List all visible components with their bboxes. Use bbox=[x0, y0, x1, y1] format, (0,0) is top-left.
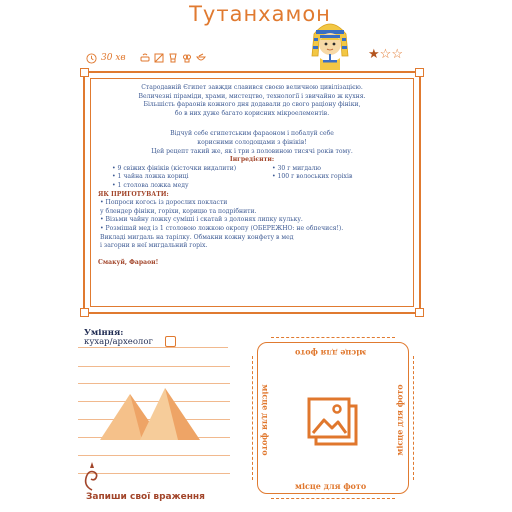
closing-line: Смакуй, Фараон! bbox=[98, 258, 159, 266]
writing-line[interactable] bbox=[78, 347, 228, 348]
invite-line: корисними солодощами з фініків! bbox=[197, 138, 307, 146]
invite-line: Відчуй себе єгипетським фараоном і побалуй себе bbox=[170, 130, 334, 138]
writing-line[interactable] bbox=[78, 383, 230, 384]
skills-checkbox[interactable] bbox=[165, 336, 176, 347]
step-line: • Попроси когось із дорослих покласти bbox=[100, 199, 228, 207]
cook-time: 30 хв bbox=[101, 53, 126, 63]
step-line: • Візьми чайну ложку суміші і скатай з долонях липку кульку. bbox=[100, 216, 303, 224]
steps-list bbox=[98, 199, 406, 251]
ingredients-title: Інгредієнти: bbox=[229, 156, 275, 164]
photo-label-right: місце для фото bbox=[394, 384, 405, 456]
bowl-icon bbox=[196, 53, 206, 63]
step-line: • Розмішай мед із 1 столовою ложкою окропу (ОБЕРЕЖНО: не обпечися!). bbox=[100, 224, 344, 232]
skills-label: Уміння: bbox=[84, 328, 124, 338]
star-filled-icon: ★ bbox=[368, 47, 380, 62]
step-line: Викладі мигдаль на тарілку. Обмакни кожну конфету в мед bbox=[100, 233, 294, 241]
no-oven-icon bbox=[154, 53, 164, 63]
photo-label-left: місце для фото bbox=[260, 384, 271, 456]
impressions-caption: Запиши свої враження bbox=[86, 492, 205, 502]
intro-line: Стародавній Єгипет завжди славився своєю величною цивілізацією. bbox=[141, 84, 363, 91]
steps-title: ЯК ПРИГОТУВАТИ: bbox=[98, 190, 169, 198]
clock-icon bbox=[86, 53, 97, 64]
intro-line: бо в них дуже багато корисних мікроелементів. bbox=[174, 109, 330, 117]
ingredient-item: • 1 столова ложка меду bbox=[112, 181, 189, 189]
mixer-icon bbox=[168, 53, 178, 63]
skills-value: кухар/археолог bbox=[84, 337, 153, 347]
pyramids-illustration bbox=[100, 386, 210, 442]
writing-line[interactable] bbox=[78, 366, 230, 367]
ingredient-item: • 30 г мигдалю bbox=[272, 164, 321, 172]
step-line: у блендер фініки, горіхи, корицю та подрібнити. bbox=[100, 207, 257, 215]
chef-icon bbox=[182, 53, 192, 63]
photo-gallery-icon bbox=[306, 396, 360, 450]
photo-label-top: місце для фото bbox=[295, 348, 367, 358]
recipe-meta bbox=[86, 50, 206, 66]
page-title: Тутанхамон bbox=[189, 2, 331, 26]
star-empty-icon: ☆ bbox=[391, 47, 403, 62]
intro-line: Величезні піраміди, храми, мистецтво, технології і звичайно ж кухня. bbox=[138, 92, 366, 100]
pan-icon bbox=[140, 53, 150, 63]
ingredients-list bbox=[98, 165, 406, 191]
recipe-text bbox=[98, 84, 406, 267]
difficulty-rating bbox=[368, 47, 403, 62]
ingredient-item bbox=[272, 182, 422, 191]
invite-line: Цей рецепт такий же, як і три з половиною тисячі років тому. bbox=[151, 147, 353, 155]
star-empty-icon: ☆ bbox=[379, 47, 392, 62]
writing-line[interactable] bbox=[78, 455, 230, 456]
ingredient-item: • 9 свіжих фініків (кісточки видалити) bbox=[112, 164, 237, 172]
intro-line: Більшість фараонів кожного дня додавали до свого раціону фініки, bbox=[143, 101, 361, 109]
photo-label-bottom: місце для фото bbox=[295, 481, 367, 491]
ingredient-item: • 100 г волоських горіхів bbox=[272, 173, 353, 181]
ingredient-item: • 1 чайна ложка кориці bbox=[112, 173, 189, 181]
spiral-decoration-icon bbox=[82, 460, 102, 492]
pharaoh-mascot-icon bbox=[308, 16, 352, 72]
step-line: і загорни в неї мигдальний горіх. bbox=[100, 242, 208, 250]
